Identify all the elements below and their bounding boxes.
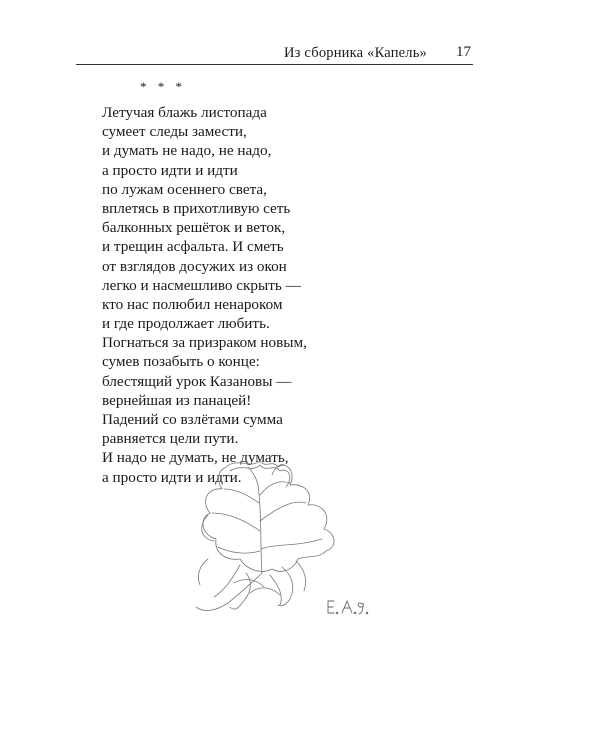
poem-line: а просто идти и идти. bbox=[102, 468, 242, 486]
poem-line: а просто идти и идти bbox=[102, 161, 238, 179]
poem-line: и где продолжает любить. bbox=[102, 315, 270, 333]
poem-line: вплетясь в прихотливую сеть bbox=[102, 199, 291, 217]
poem-line: блестящий урок Казановы — bbox=[102, 372, 292, 390]
poem-line: Падений со взлётами сумма bbox=[102, 411, 283, 428]
poem-line: от взглядов досужих из окон bbox=[102, 257, 287, 275]
poem-line: Погнаться за призраком новым, bbox=[102, 334, 307, 352]
poem-separator: * * * bbox=[140, 79, 186, 94]
artist-signature bbox=[322, 596, 382, 618]
poem-line: легко и насмешливо скрыть — bbox=[102, 276, 301, 294]
poem-line: и трещин асфальта. И сметь bbox=[102, 238, 284, 256]
poem-line: сумев позабыть о конце: bbox=[102, 353, 260, 371]
poem-line: кто нас полюбил ненароком bbox=[102, 295, 283, 313]
poem-line: вернейшая из панацей! bbox=[102, 391, 252, 409]
poem-line: сумеет следы замести, bbox=[102, 123, 247, 141]
page-number: 17 bbox=[456, 44, 471, 60]
poem-line: И надо не думать, не думать, bbox=[102, 449, 289, 467]
poem-line: и думать не надо, не надо, bbox=[102, 142, 272, 160]
poem-line: по лужам осеннего света, bbox=[102, 180, 267, 198]
running-title: Из сборника «Капель» bbox=[284, 45, 427, 61]
poem-text bbox=[102, 103, 307, 487]
poem-line: балконных решёток и веток, bbox=[102, 219, 286, 237]
poem-line: равняется цели пути. bbox=[102, 430, 239, 448]
poem-line: Летучая блажь листопада bbox=[102, 104, 267, 121]
running-header bbox=[76, 42, 473, 65]
maple-leaf-sketch-icon bbox=[186, 455, 386, 615]
